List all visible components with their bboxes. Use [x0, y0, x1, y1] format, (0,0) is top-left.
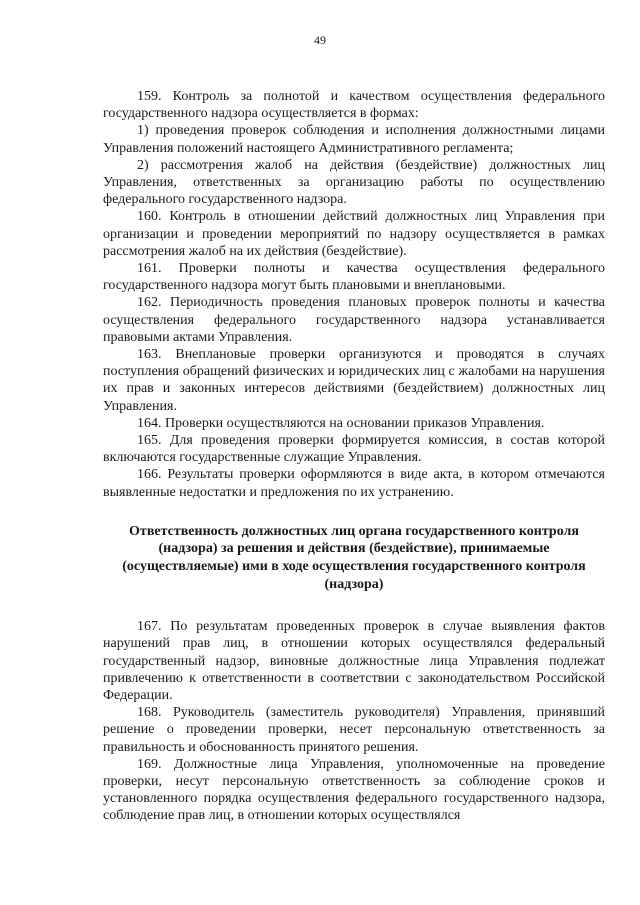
paragraph-169: 169. Должностные лица Управления, уполномоченные на проведение проверки, несут персональную ответственность за соблюдение сроков и установленного порядка осуществления федерального государственного надзора, соблюдение прав лиц, в отношении которых осуществлялся: [103, 756, 605, 824]
paragraph-166: 166. Результаты проверки оформляются в виде акта, в котором отмечаются выявленные недостатки и предложения по их устранению.: [103, 467, 605, 500]
document-body: [103, 88, 605, 825]
paragraph-168: 168. Руководитель (заместитель руководителя) Управления, принявший решение о проведении проверки, несет персональную ответственность за правильность и обоснованность принятого решения.: [103, 705, 605, 755]
paragraph-163: 163. Внеплановые проверки организуются и проводятся в случаях поступления обращений физических и юридических лиц с жалобами на нарушения их прав и законных интересов действиями (бездействием) должностных лиц Управления.: [103, 347, 605, 414]
page-number: 49: [314, 33, 326, 47]
paragraph-161: 161. Проверки полноты и качества осуществления федерального государственного надзора могут быть плановыми и внеплановыми.: [103, 261, 605, 294]
section-heading: Ответственность должностных лиц органа государственного контроля (надзора) за решения и действия (бездействие), принимаемые (осуществляемые) ими в ходе осуществления государственного контроля (надзора): [122, 523, 586, 592]
paragraph-165: 165. Для проведения проверки формируется комиссия, в состав которой включаются государственные служащие Управления.: [103, 433, 605, 466]
paragraph-167: 167. По результатам проведенных проверок в случае выявления фактов нарушений прав лиц, в отношении которых осуществлялся федеральный государственный надзор, виновные должностные лица Управления подлежат привлечению к ответственности в соответствии с законодательством Российской Федерации.: [103, 619, 605, 704]
paragraph-159-item-2: 2) рассмотрения жалоб на действия (бездействие) должностных лиц Управления, ответственных за организацию работы по осуществлению федерального государственного надзора.: [103, 157, 605, 208]
paragraph-159: 159. Контроль за полнотой и качеством осуществления федерального государственного надзора осуществляется в формах:: [103, 89, 605, 122]
paragraph-159-item-1: 1) проведения проверок соблюдения и исполнения должностными лицами Управления положений настоящего Административного регламента;: [103, 123, 605, 156]
paragraph-160: 160. Контроль в отношении действий должностных лиц Управления при организации и проведении мероприятий по надзору осуществляется в рамках рассмотрения жалоб на их действия (бездействие).: [103, 209, 605, 259]
paragraph-162: 162. Периодичность проведения плановых проверок полноты и качества осуществления федерального государственного надзора устанавливается правовыми актами Управления.: [103, 295, 605, 345]
paragraph-164: 164. Проверки осуществляются на основании приказов Управления.: [137, 415, 545, 431]
